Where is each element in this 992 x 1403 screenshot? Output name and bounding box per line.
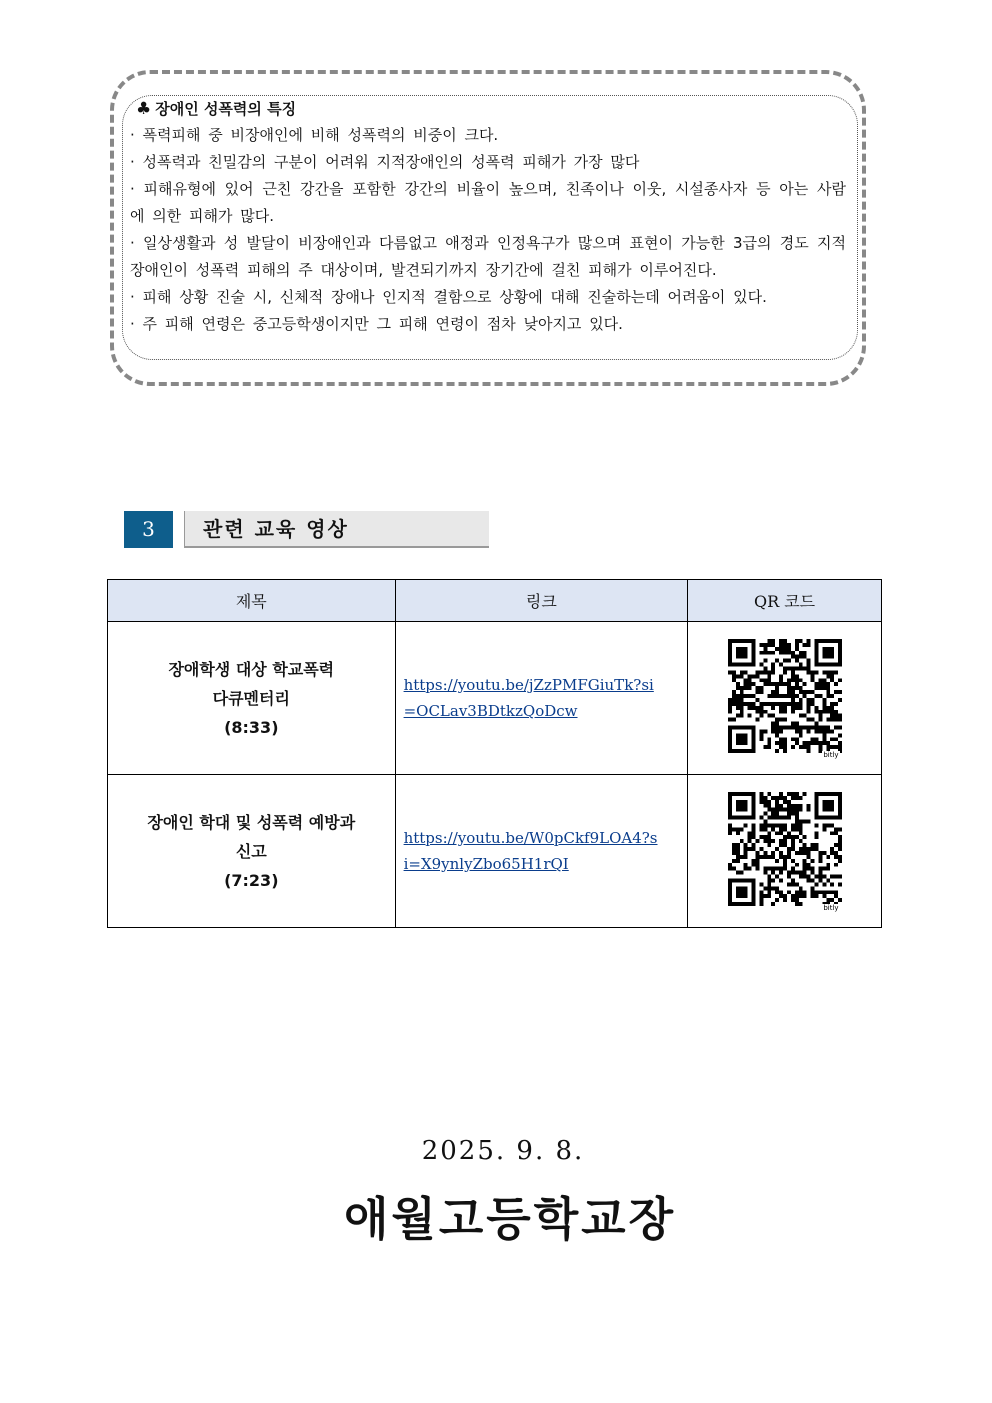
club-icon: ♣ xyxy=(136,99,152,119)
qr-code[interactable] xyxy=(728,792,842,910)
video-link[interactable]: https://youtu.be/W0pCkf9LOA4?s i=X9ynlyZbo65H1rQI xyxy=(403,829,658,873)
notice-line: · 피해 상황 진술 시, 신체적 장애나 인지적 결함으로 상황에 대해 진술하는데 어려움이 있다. xyxy=(130,288,767,306)
video-title-cell xyxy=(108,775,396,928)
header-qr: QR 코드 xyxy=(688,580,882,622)
qr-cell xyxy=(688,775,882,928)
section-number: 3 xyxy=(124,511,173,548)
section-title-box xyxy=(184,511,489,548)
video-duration: (7:23) xyxy=(224,870,279,890)
qr-code[interactable] xyxy=(728,639,842,757)
qr-cell xyxy=(688,622,882,775)
qr-code-image xyxy=(728,639,842,753)
qr-code-image xyxy=(728,792,842,906)
notice-line: · 성폭력과 친밀감의 구분이 어려워 지적장애인의 성폭력 피해가 가장 많다 xyxy=(130,153,640,171)
notice-line: · 피해유형에 있어 근친 강간을 포함한 강간의 비율이 높으며, 친족이나 이웃, 시설종사자 등 아는 사람에 의한 피해가 많다. xyxy=(130,180,846,225)
table-row xyxy=(108,775,882,928)
notice-line: · 일상생활과 성 발달이 비장애인과 다름없고 애정과 인정욕구가 많으며 표현이 가능한 3급의 경도 지적장애인이 성폭력 피해의 주 대상이며, 발견되기까지 장기간에 걸친 피해가 이루어진다. xyxy=(130,234,846,279)
notice-line: · 폭력피해 중 비장애인에 비해 성폭력의 비중이 크다. xyxy=(130,126,499,144)
video-link-cell xyxy=(395,622,688,775)
header-link: 링크 xyxy=(395,580,688,622)
video-duration: (8:33) xyxy=(224,717,279,737)
signer-name: 애월고등학교장 xyxy=(343,1192,677,1246)
video-title-cell xyxy=(108,622,396,775)
qr-logo: bitly xyxy=(823,751,839,759)
qr-logo: bitly xyxy=(823,904,839,912)
video-table xyxy=(107,579,882,928)
header-title: 제목 xyxy=(108,580,396,622)
video-link-cell xyxy=(395,775,688,928)
video-title: 다큐멘터리 xyxy=(212,688,290,708)
notice-box xyxy=(130,96,846,338)
video-title: 장애학생 대상 학교폭력 xyxy=(168,659,335,679)
video-link[interactable]: https://youtu.be/jZzPMFGiuTk?si =OCLav3BDtkzQoDcw xyxy=(403,676,654,720)
video-title: 장애인 학대 및 성폭력 예방과 xyxy=(147,812,356,832)
notice-title: ♣ 장애인 성폭력의 특징 xyxy=(136,99,297,119)
table-row xyxy=(108,622,882,775)
notice-line: · 주 피해 연령은 중고등학생이지만 그 피해 연령이 점차 낮아지고 있다. xyxy=(130,315,623,333)
section-title: 관련 교육 영상 xyxy=(203,517,349,541)
video-title: 신고 xyxy=(235,841,267,861)
document-date: 2025. 9. 8. xyxy=(421,1136,585,1166)
table-header-row xyxy=(108,580,882,622)
